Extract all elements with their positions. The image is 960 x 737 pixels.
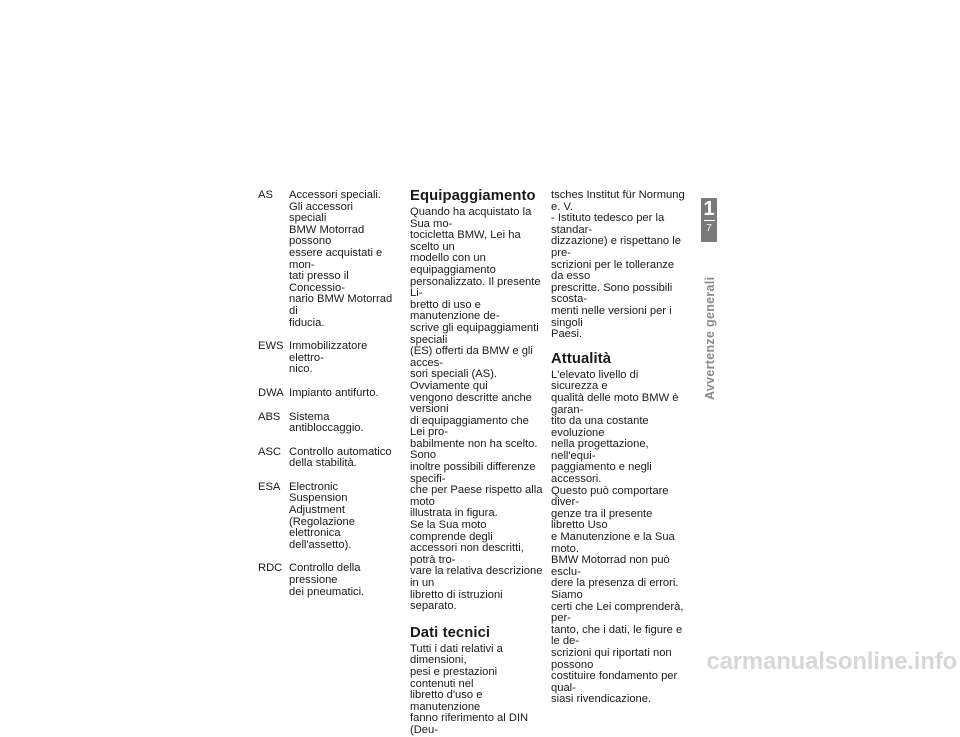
text-line: che per Paese rispetto alla moto — [410, 484, 543, 508]
text-line: vengono descritte anche versioni — [410, 391, 532, 416]
abbreviation-entry — [258, 190, 393, 329]
abbreviation-definition: nico. — [289, 363, 313, 376]
text-line: Se la Sua moto comprende degli — [410, 519, 493, 543]
text-line: scrizioni qui riportati non possono — [551, 646, 672, 671]
text-line: Questo può comportare diver- — [551, 484, 669, 509]
text-line: (ES) offerti da BMW e gli acces- — [410, 345, 533, 369]
text-line: Quando ha acquistato la Sua mo- — [410, 206, 532, 230]
text-line: scrive gli equipaggiamenti speciali — [410, 321, 539, 346]
right-column — [551, 190, 687, 706]
dati-tecnici-continued — [551, 190, 687, 341]
text-line: - Istituto tedesco per la standar- — [551, 212, 665, 236]
abbreviation-entry — [258, 447, 393, 470]
abbreviation-code: RDC — [258, 562, 283, 575]
text-line: sori speciali (AS). Ovviamente qui — [410, 368, 498, 392]
heading-equipaggiamento: Equipaggiamento — [410, 188, 536, 204]
text-line: tito da una costante evoluzione — [551, 415, 649, 439]
text-line: BMW Motorrad non può esclu- — [551, 554, 670, 578]
text-line: tocicletta BMW, Lei ha scelto un — [410, 229, 521, 253]
abbreviation-definition: Gli accessori speciali — [289, 200, 354, 225]
text-line: inoltre possibili differenze specifi- — [410, 461, 536, 485]
heading-attualita: Attualità — [551, 350, 612, 367]
abbreviation-list — [258, 190, 393, 598]
text-line: costituire fondamento per qual- — [551, 670, 678, 694]
abbreviation-definition: elettronica dell'assetto). — [289, 527, 352, 551]
abbreviation-entry — [258, 563, 393, 598]
text-line: e Manutenzione e la Sua moto. — [551, 531, 675, 555]
chapter-title: Avvertenze generali — [703, 276, 717, 400]
abbreviation-definition: Controllo automatico — [289, 445, 392, 458]
text-line: Paesi. — [551, 328, 583, 341]
abbreviation-definition: della stabilità. — [289, 457, 357, 470]
chapter-number: 1 — [703, 198, 715, 220]
page-number: 7 — [706, 223, 712, 234]
text-line: qualità delle moto BMW è garan- — [551, 391, 679, 416]
text-line: dere la presenza di errori. Siamo — [551, 577, 679, 601]
text-line: babilmente non ha scelto. Sono — [410, 437, 538, 462]
abbreviation-entry — [258, 482, 393, 552]
abbreviation-definition: Adjustment (Regolazione — [289, 504, 355, 528]
text-line: dizzazione) e rispettano le pre- — [551, 235, 681, 259]
text-line: libretto di istruzioni separato. — [410, 588, 503, 613]
watermark: carmanualsonline.info — [706, 648, 957, 675]
abbreviation-code: ABS — [258, 410, 281, 423]
middle-column — [410, 188, 545, 737]
text-line: scrizioni per le tolleranze da esso — [551, 258, 675, 283]
abbreviation-code: AS — [258, 189, 273, 201]
abbreviation-definition: tati presso il Concessio- — [289, 270, 349, 294]
abbreviation-code: EWS — [258, 340, 284, 353]
text-line: fanno riferimento al DIN (Deu- — [410, 712, 529, 736]
text-line: tsches Institut für Normung e. V. — [551, 189, 685, 213]
abbreviation-definition: dei pneumatici. — [289, 585, 365, 598]
chapter-tab — [701, 198, 717, 242]
text-line: L'elevato livello di sicurezza e — [551, 368, 639, 393]
text-line: prescritte. Sono possibili scosta- — [551, 281, 673, 306]
text-line: personalizzato. Il presente Li- — [410, 275, 541, 300]
text-line: modello con un equipaggiamento — [410, 252, 496, 276]
abbreviation-code: ESA — [258, 480, 281, 493]
text-line: siasi rivendicazione. — [551, 693, 652, 706]
text-line: genze tra il presente libretto Uso — [551, 507, 653, 532]
abbreviation-definition: Accessori speciali. — [289, 189, 382, 201]
text-line: Tutti i dati relativi a dimensioni, — [410, 642, 503, 667]
text-line: nella progettazione, nell'equi- — [551, 438, 649, 462]
text-line: pesi e prestazioni contenuti nel — [410, 665, 498, 690]
abbreviation-definition: fiducia. — [289, 316, 325, 329]
text-line: accessori non descritti, potrà tro- — [410, 542, 524, 566]
abbreviation-entry — [258, 388, 393, 400]
abbreviation-definition: Sistema antibloccaggio. — [289, 410, 364, 435]
text-line: libretto d'uso e manutenzione — [410, 689, 483, 713]
abbreviation-code: ASC — [258, 445, 282, 458]
abbreviation-definition: essere acquistati e mon- — [289, 246, 383, 271]
abbreviation-definition: BMW Motorrad possono — [289, 223, 365, 248]
heading-dati-tecnici: Dati tecnici — [410, 624, 491, 641]
text-line: di equipaggiamento che Lei pro- — [410, 414, 529, 439]
text-line: tanto, che i dati, le figure e le de- — [551, 623, 683, 648]
abbreviation-entry — [258, 412, 393, 435]
abbreviation-definition: Controllo della pressione — [289, 562, 361, 587]
text-line: paggiamento e negli accessori. — [551, 461, 652, 486]
dati-tecnici-body — [410, 644, 545, 737]
abbreviation-definition: Immobilizzatore elettro- — [289, 340, 368, 364]
chapter-divider — [704, 220, 715, 221]
abbreviation-entry — [258, 341, 393, 376]
abbreviation-definition: nario BMW Motorrad di — [289, 293, 393, 317]
text-line: illustrata in figura. — [410, 507, 498, 520]
abbreviation-definition: Electronic Suspension — [289, 480, 348, 505]
equipaggiamento-body — [410, 207, 545, 613]
text-line: vare la relativa descrizione in un — [410, 565, 543, 589]
abbreviation-definition: Impianto antifurto. — [289, 386, 379, 399]
text-line: menti nelle versioni per i singoli — [551, 304, 672, 329]
text-line: certi che Lei comprenderà, per- — [551, 600, 684, 625]
abbreviation-code: DWA — [258, 386, 284, 399]
text-line: bretto di uso e manutenzione de- — [410, 298, 500, 323]
